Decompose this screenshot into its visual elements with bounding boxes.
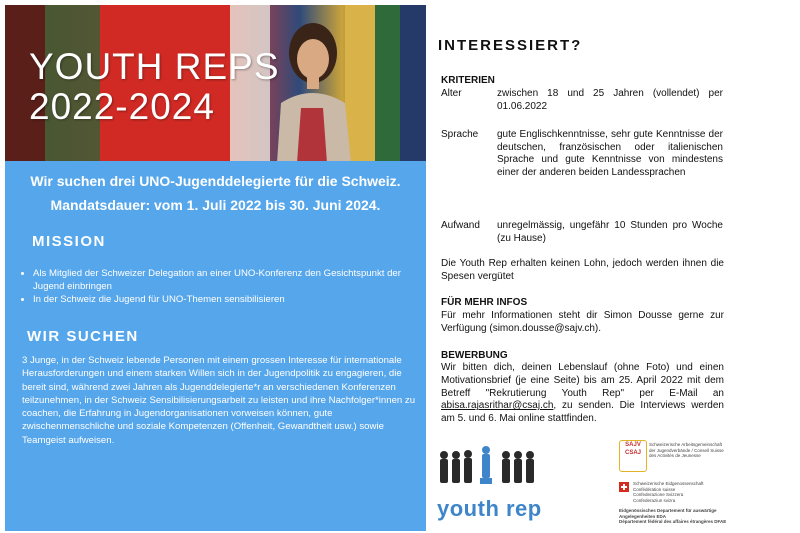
flag-strip	[400, 5, 426, 161]
list-item: • In der Schweiz die Jugend für UNO-Themen sensibilisieren	[33, 293, 433, 306]
bewerbung-heading: BEWERBUNG	[441, 350, 508, 361]
lohn-text: Die Youth Rep erhalten keinen Lohn, jedoch werden ihnen die Spesen vergütet	[441, 258, 724, 282]
kriterien-heading: KRITERIEN	[441, 75, 495, 86]
criteria-label: Aufwand	[441, 220, 480, 231]
wir-suchen-text: 3 Junge, in der Schweiz lebende Personen mit einem grossen Interesse für internationale Herausforderungen und einem starken Willen sich in der Jugendpolitik zu engagieren, die bereit sind, während zwei Jahren als Jugenddelegierte*r an verschiedenen Konferenzen teilzunehmen, in der Schweiz Sensibilisierungsarbeit zu leisten und ihre Nachfolger*innen zu coachen, die Erfahrung in Jugendorganisationen vorweisen können, gute zwischenmenschliche und soziale Kompetenzen (Offenheit, Gewandtheit usw.) sowie Teamgeist aufweisen.	[22, 355, 416, 446]
mehr-infos-text: Für mehr Informationen steht dir Simon Dousse gerne zur Verfügung (simon.dousse@sajv.ch).	[441, 310, 724, 334]
info-panel	[5, 161, 426, 531]
interessiert-heading: INTERESSIERT?	[438, 37, 583, 54]
delegate-portrait	[267, 13, 357, 161]
mission-list	[19, 267, 433, 306]
department-text: Eidgenössisches Departement für auswärtige Angelegenheiten EDA Département fédéral des affaires étrangères DFAE	[619, 508, 727, 525]
criteria-value: unregelmässig, ungefähr 10 Stunden pro Woche (zu Hause)	[497, 220, 723, 244]
criteria-label: Alter	[441, 88, 462, 99]
mehr-infos-heading: FÜR MEHR INFOS	[441, 297, 528, 308]
hero-photo	[5, 5, 426, 161]
hero-title: YOUTH REPS 2022-2024	[29, 46, 280, 127]
bewerbung-text-part: Wir bitten dich, deinen Lebenslauf (ohne Foto) und einen Motivationsbrief (je eine Seite) bis am 25. April 2022 mit dem Betreff "Rekrutierung Youth Rep" per E-Mail an	[441, 362, 724, 399]
criteria-label: Sprache	[441, 129, 479, 140]
wir-suchen-heading: WIR SUCHEN	[27, 328, 139, 345]
bewerbung-email-link[interactable]: abisa.rajasrithar@csaj.ch	[441, 400, 554, 412]
sajv-logo	[619, 438, 729, 474]
criteria-value: zwischen 18 und 25 Jahren (vollendet) per 01.06.2022	[497, 88, 723, 112]
headline: Wir suchen drei UNO-Jugenddelegierte für die Schweiz. Mandatsdauer: vom 1. Juli 2022 bis 30. Juni 2024.	[30, 173, 401, 213]
sajv-badge: SAJV CSAJ	[619, 440, 647, 472]
flag-strip	[375, 5, 400, 161]
details-column	[426, 0, 800, 533]
bewerbung-text	[441, 362, 724, 426]
sajv-text: Schweizerische Arbeitsgemeinschaft der Jugendverbände / Conseil Suisse des Activités de Jeunesse	[649, 442, 724, 459]
criteria-value: gute Englischkenntnisse, sehr gute Kenntnisse der deutschen, französischen oder italienischen Sprache und gute Kenntnisse von mindestens einer der anderen beiden Landessprachen	[497, 129, 723, 178]
list-item: • Als Mitglied der Schweizer Delegation an einer UNO-Konferenz den Gesichtspunkt der Jugend einbringen	[33, 267, 433, 293]
mission-heading: MISSION	[32, 233, 106, 250]
youth-rep-wordmark: youth rep	[437, 496, 542, 521]
confederation-text: Schweizerische Eidgenossenschaft Confédération suisse Confederazione Svizzera Confederaziun svizra	[633, 481, 704, 503]
swiss-cross-icon	[619, 482, 629, 492]
bewerbung-text-part: , zu senden. Die Interviews werden am 5. und 6. Mai online stattfinden.	[441, 400, 724, 425]
